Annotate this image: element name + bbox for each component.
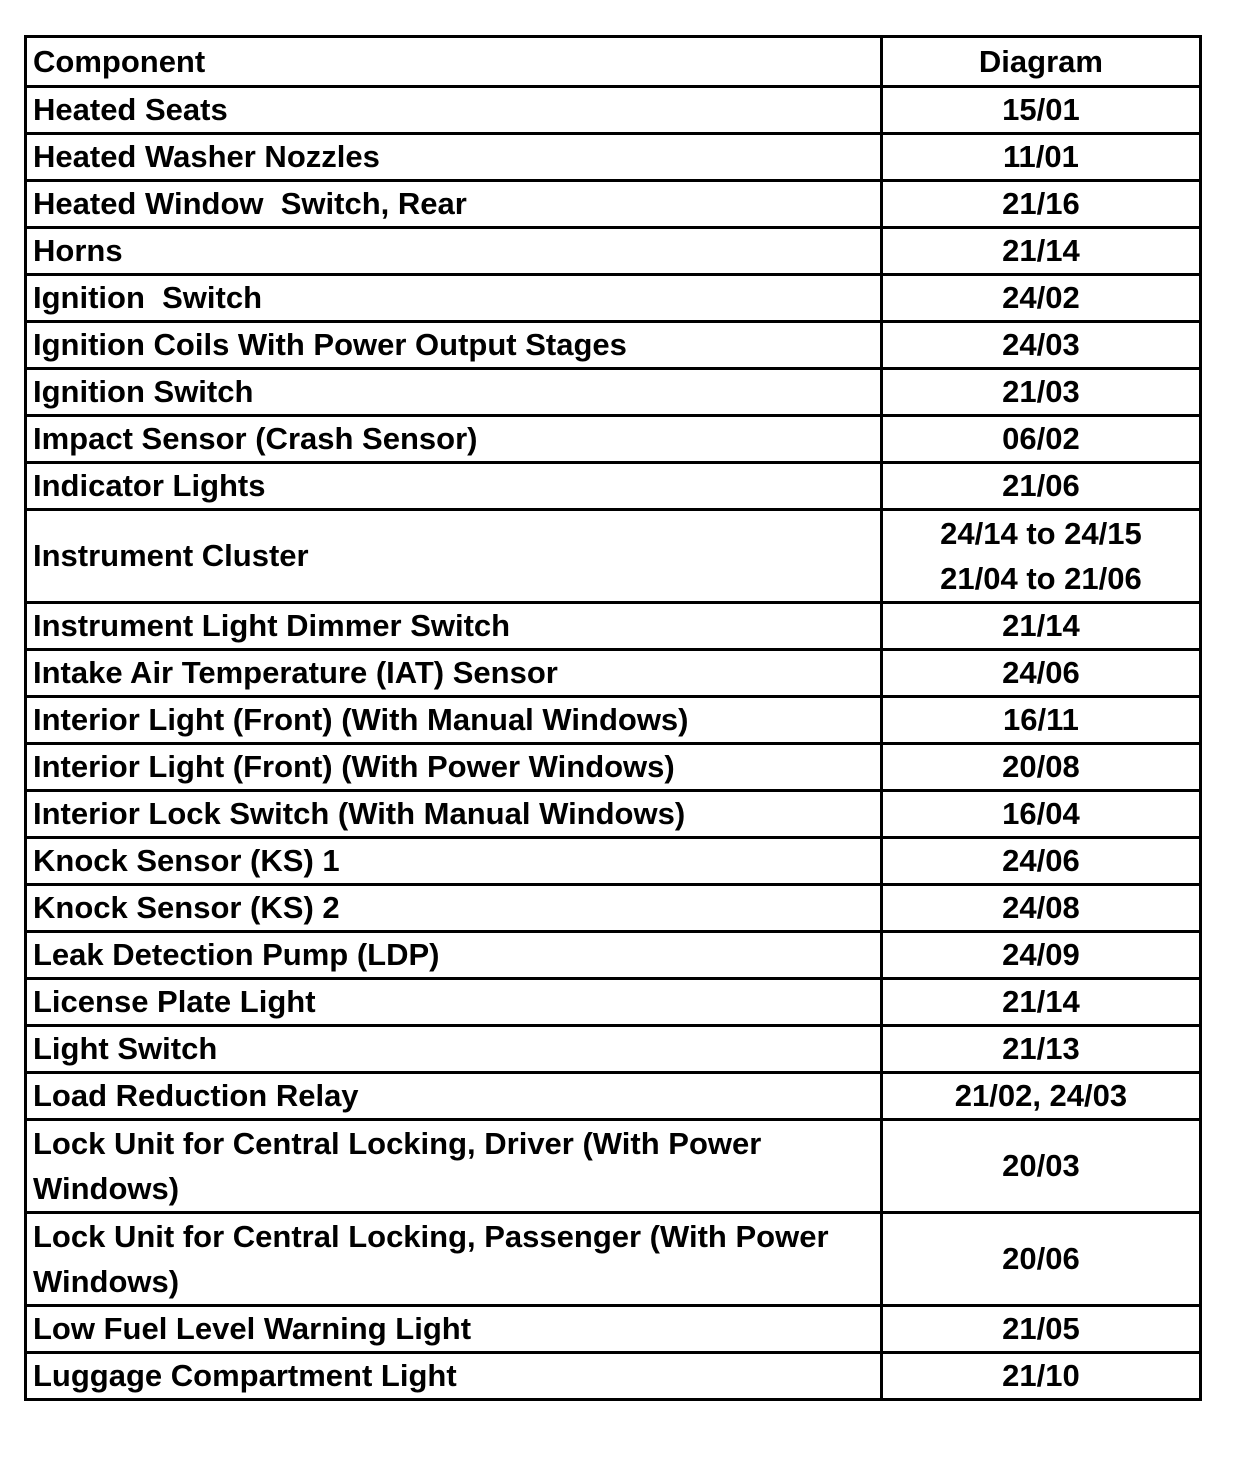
component-cell: Interior Light (Front) (With Manual Windows)	[26, 697, 882, 744]
table-row	[26, 463, 1201, 510]
diagram-cell: 06/02	[881, 416, 1200, 463]
component-cell: Load Reduction Relay	[26, 1073, 882, 1120]
table-row	[26, 697, 1201, 744]
component-diagram-table-container	[24, 35, 1202, 1401]
component-cell: Impact Sensor (Crash Sensor)	[26, 416, 882, 463]
diagram-cell: 11/01	[881, 134, 1200, 181]
component-cell: Interior Lock Switch (With Manual Windows)	[26, 791, 882, 838]
diagram-cell: 15/01	[881, 87, 1200, 134]
table-row	[26, 322, 1201, 369]
table-row	[26, 744, 1201, 791]
component-cell: License Plate Light	[26, 979, 882, 1026]
table-row	[26, 1306, 1201, 1353]
header-diagram: Diagram	[881, 37, 1200, 87]
table-row	[26, 1353, 1201, 1400]
component-cell: Ignition Coils With Power Output Stages	[26, 322, 882, 369]
diagram-cell: 20/06	[881, 1213, 1200, 1306]
component-cell: Light Switch	[26, 1026, 882, 1073]
component-cell: Heated Washer Nozzles	[26, 134, 882, 181]
diagram-cell: 24/08	[881, 885, 1200, 932]
diagram-cell: 21/06	[881, 463, 1200, 510]
component-cell: Instrument Light Dimmer Switch	[26, 603, 882, 650]
table-row	[26, 1073, 1201, 1120]
component-cell: Heated Seats	[26, 87, 882, 134]
diagram-cell: 20/03	[881, 1120, 1200, 1213]
diagram-cell: 24/06	[881, 838, 1200, 885]
diagram-cell: 21/14	[881, 979, 1200, 1026]
component-cell: Instrument Cluster	[26, 510, 882, 603]
diagram-cell: 21/14	[881, 603, 1200, 650]
table-row	[26, 510, 1201, 603]
diagram-cell: 24/02	[881, 275, 1200, 322]
table-row	[26, 979, 1201, 1026]
component-line: Lock Unit for Central Locking, Passenger (With Power	[33, 1219, 829, 1254]
component-cell: Heated Window Switch, Rear	[26, 181, 882, 228]
diagram-cell: 20/08	[881, 744, 1200, 791]
table-row	[26, 1213, 1201, 1306]
component-cell: Knock Sensor (KS) 1	[26, 838, 882, 885]
component-cell: Low Fuel Level Warning Light	[26, 1306, 882, 1353]
table-row	[26, 87, 1201, 134]
table-row	[26, 416, 1201, 463]
table-row	[26, 275, 1201, 322]
diagram-cell: 21/14	[881, 228, 1200, 275]
diagram-cell: 24/03	[881, 322, 1200, 369]
component-cell	[26, 1213, 882, 1306]
component-line: Windows)	[33, 1171, 180, 1206]
component-diagram-table	[24, 35, 1202, 1401]
diagram-cell: 24/09	[881, 932, 1200, 979]
component-cell: Leak Detection Pump (LDP)	[26, 932, 882, 979]
table-row	[26, 181, 1201, 228]
table-row	[26, 932, 1201, 979]
component-cell: Ignition Switch	[26, 275, 882, 322]
table-row	[26, 1120, 1201, 1213]
diagram-cell: 21/13	[881, 1026, 1200, 1073]
component-cell: Indicator Lights	[26, 463, 882, 510]
header-component: Component	[26, 37, 882, 87]
table-row	[26, 369, 1201, 416]
table-row	[26, 1026, 1201, 1073]
diagram-cell: 21/03	[881, 369, 1200, 416]
diagram-cell: 16/11	[881, 697, 1200, 744]
diagram-cell: 21/05	[881, 1306, 1200, 1353]
table-row	[26, 838, 1201, 885]
table-row	[26, 791, 1201, 838]
component-cell: Intake Air Temperature (IAT) Sensor	[26, 650, 882, 697]
table-row	[26, 134, 1201, 181]
diagram-line: 21/04 to 21/06	[940, 561, 1142, 596]
table-row	[26, 228, 1201, 275]
component-cell	[26, 1120, 882, 1213]
diagram-cell: 21/16	[881, 181, 1200, 228]
diagram-line: 24/14 to 24/15	[940, 516, 1142, 551]
diagram-cell: 21/02, 24/03	[881, 1073, 1200, 1120]
diagram-cell	[881, 510, 1200, 603]
diagram-cell: 21/10	[881, 1353, 1200, 1400]
component-cell: Knock Sensor (KS) 2	[26, 885, 882, 932]
component-cell: Ignition Switch	[26, 369, 882, 416]
diagram-cell: 16/04	[881, 791, 1200, 838]
component-cell: Interior Light (Front) (With Power Windows)	[26, 744, 882, 791]
diagram-cell: 24/06	[881, 650, 1200, 697]
component-line: Windows)	[33, 1264, 180, 1299]
table-row	[26, 650, 1201, 697]
table-row	[26, 603, 1201, 650]
table-row	[26, 885, 1201, 932]
header-row	[26, 37, 1201, 87]
component-cell: Luggage Compartment Light	[26, 1353, 882, 1400]
component-cell: Horns	[26, 228, 882, 275]
component-line: Lock Unit for Central Locking, Driver (With Power	[33, 1126, 762, 1161]
